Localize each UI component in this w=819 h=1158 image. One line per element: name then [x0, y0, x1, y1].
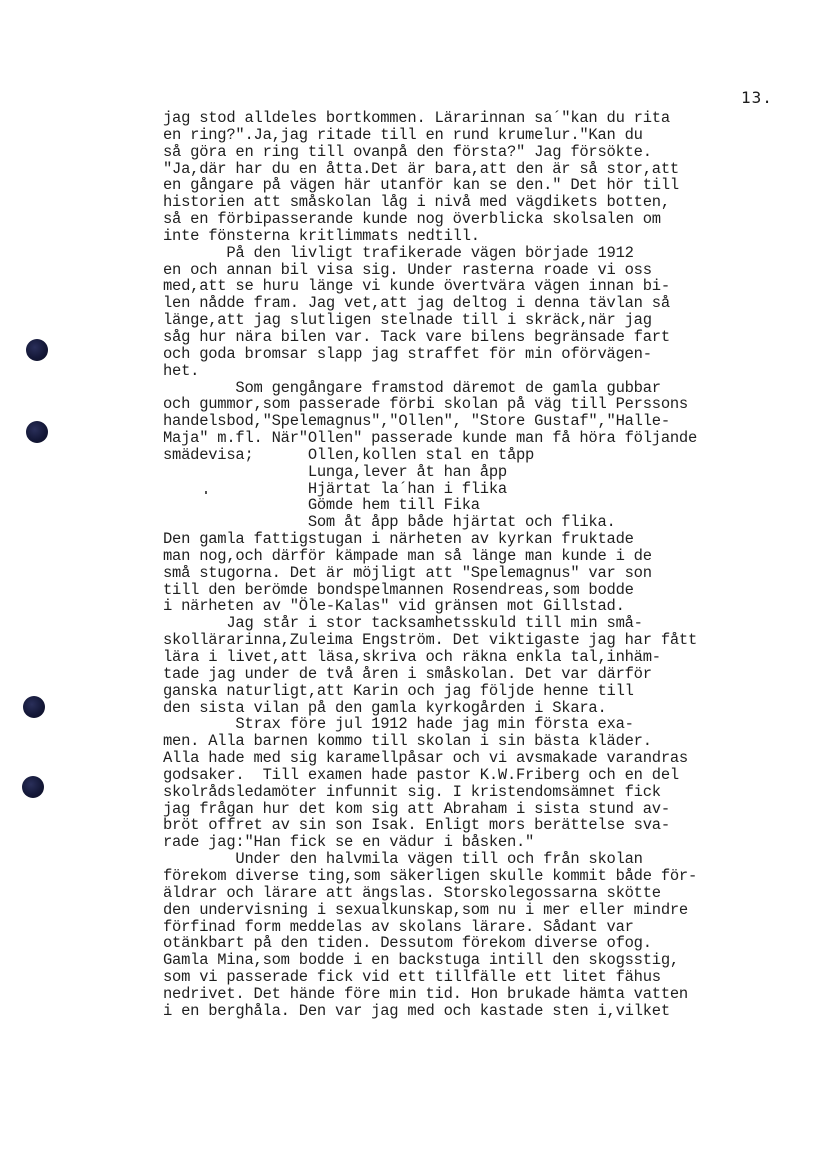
text-line: den undervisning i sexualkunskap,som nu i mer eller mindre — [163, 900, 688, 919]
text-line: skolrådsledamöter infunnit sig. I kristendomsämnet fick — [163, 782, 661, 801]
text-line: till den berömde bondspelmannen Rosendreas,som bodde — [163, 580, 634, 599]
binder-hole — [23, 696, 45, 718]
text-line: historien att småskolan låg i nivå med vägdikets botten, — [163, 193, 670, 212]
text-line: en ring?".Ja,jag ritade till en rund krumelur."Kan du — [163, 125, 643, 144]
binder-hole — [26, 421, 48, 443]
text-line: men. Alla barnen kommo till skolan i sin bästa kläder. — [163, 732, 652, 751]
text-line: inte fönsterna kritlimmats nedtill. — [163, 226, 480, 245]
text-line: den sista vilan på den gamla kyrkogården i Skara. — [163, 698, 607, 717]
text-line: lära i livet,att läsa,skriva och räkna enkla tal,inhäm- — [163, 648, 661, 666]
text-line: tade jag under de två åren i småskolan. Det var därför — [163, 664, 652, 683]
text-line: het. — [163, 361, 200, 380]
text-line: handelsbod,"Spelemagnus","Ollen", "Store Gustaf","Halle- — [163, 412, 670, 431]
text-line: Lunga,lever åt han åpp — [163, 462, 507, 481]
text-line: rade jag:"Han fick se en vädur i båsken." — [163, 833, 535, 852]
text-line: Den gamla fattigstugan i närheten av kyrkan fruktade — [163, 530, 634, 549]
text-line: godsaker. Till examen hade pastor K.W.Friberg och en del — [163, 765, 679, 784]
text-line: ganska naturligt,att Karin och jag följde henne till — [163, 681, 634, 700]
text-line: Gömde hem till Fika — [163, 496, 480, 515]
text-line: len nådde fram. Jag vet,att jag deltog i denna tävlan så — [163, 294, 670, 313]
text-line: länge,att jag slutligen stelnade till i skräck,när jag — [163, 311, 652, 330]
text-line: förfinad form meddelas av skolans lärare. Sådant var — [163, 917, 634, 936]
text-line: Strax före jul 1912 hade jag min första exa- — [163, 715, 634, 734]
text-line: jag stod alldeles bortkommen. Lärarinnan sa´"kan du rita — [163, 109, 670, 127]
text-line: Under den halvmila vägen till och från skolan — [163, 850, 643, 869]
text-line: bröt offret av sin son Isak. Enligt mors berättelse sva- — [163, 816, 670, 835]
text-line: och goda bromsar slapp jag straffet för min oförvägen- — [163, 344, 652, 363]
body-text — [163, 110, 763, 1020]
text-line: så en förbipasserande kunde nog överblicka skolsalen om — [163, 210, 661, 229]
page-number: 13. — [741, 88, 773, 107]
text-line: skollärarinna,Zuleima Engström. Det viktigaste jag har fått — [163, 631, 698, 650]
text-line: Hjärtat la´han i flika — [163, 479, 507, 498]
text-line: nedrivet. Det hände före min tid. Hon brukade hämta vatten — [163, 984, 688, 1003]
text-line: Som gengångare framstod däremot de gamla gubbar — [163, 378, 661, 397]
text-line: smädevisa; Ollen,kollen stal en tåpp — [163, 445, 535, 464]
text-line: i en berghåla. Den var jag med och kastade sten i,vilket — [163, 1001, 670, 1020]
text-line: i närheten av "Öle-Kalas" vid gränsen mot Gillstad. — [163, 597, 625, 616]
text-line: så göra en ring till ovanpå den första?" Jag försökte. — [163, 142, 652, 161]
text-line: äldrar och lärare att ängslas. Storskolegossarna skötte — [163, 883, 661, 902]
text-line: en och annan bil visa sig. Under rasterna roade vi oss — [163, 260, 652, 279]
text-line: jag frågan hur det kom sig att Abraham i sista stund av- — [163, 799, 670, 818]
text-line: Som åt åpp både hjärtat och flika. — [163, 513, 616, 532]
text-line: Gamla Mina,som bodde i en backstuga intill den skogsstig, — [163, 951, 679, 970]
text-line: en gångare på vägen här utanför kan se den." Det hör till — [163, 176, 679, 195]
text-line: Maja" m.fl. När"Ollen" passerade kunde man få höra följande — [163, 429, 698, 448]
text-line: man nog,och därför kämpade man så länge man kunde i de — [163, 546, 652, 565]
text-line: Alla hade med sig karamellpåsar och vi avsmakade varandras — [163, 749, 688, 768]
text-line: och gummor,som passerade förbi skolan på väg till Perssons — [163, 395, 688, 414]
text-line: förekom diverse ting,som säkerligen skulle kommit både för- — [163, 866, 698, 885]
binder-hole — [22, 776, 44, 798]
binder-hole — [26, 339, 48, 361]
text-line: med,att se huru länge vi kunde övertvära vägen innan bi- — [163, 277, 670, 296]
text-line: På den livligt trafikerade vägen började 1912 — [163, 243, 634, 262]
text-line: "Ja,där har du en åtta.Det är bara,att den är så stor,att — [163, 159, 679, 178]
text-line: såg hur nära bilen var. Tack vare bilens begränsade fart — [163, 327, 670, 346]
text-line: Jag står i stor tacksamhetsskuld till min små- — [163, 614, 643, 633]
text-line: som vi passerade fick vid ett tillfälle ett litet fähus — [163, 968, 661, 987]
text-line: små stugorna. Det är möjligt att "Spelemagnus" var son — [163, 563, 652, 582]
text-line: otänkbart på den tiden. Dessutom förekom diverse ofog. — [163, 934, 652, 953]
